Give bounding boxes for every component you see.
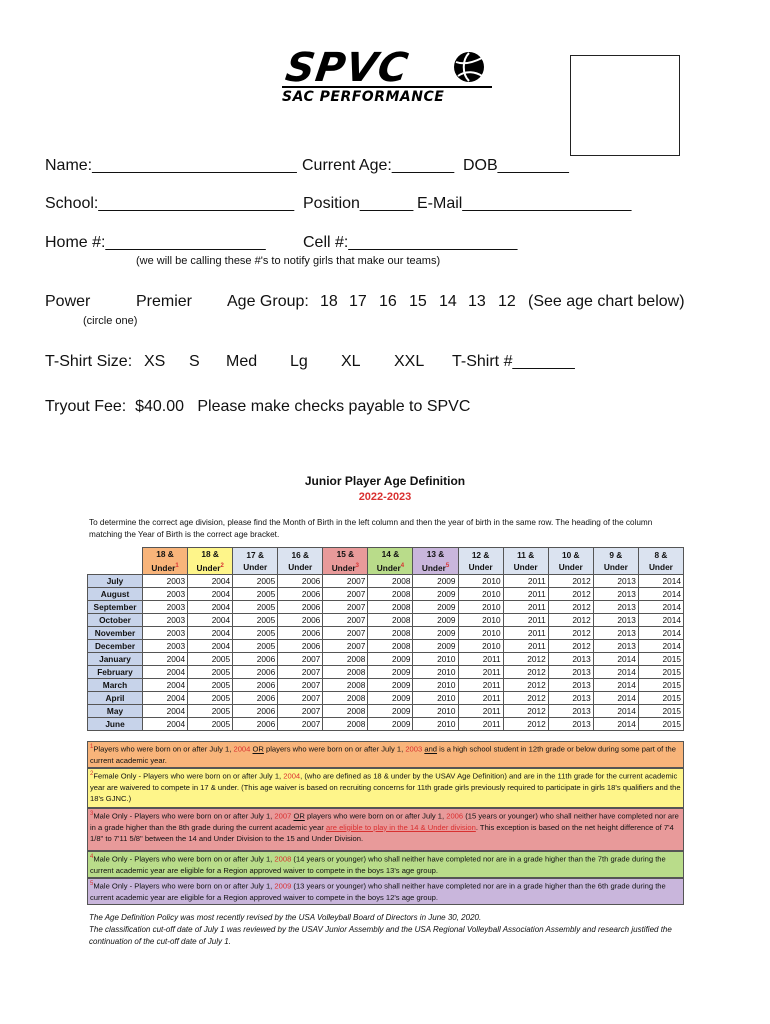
year-cell: 2015 xyxy=(638,705,683,718)
year-cell: 2003 xyxy=(143,601,188,614)
year-cell: 2010 xyxy=(458,601,503,614)
footnote-5: $^5$Male Only - Players who were born on or after July 1, 2009 (13 years or younger) who shall neither have completed nor are in a grade higher than the 6th grade during the current academic year are eligible for a Region approved waiver to compete in the boys 12's age group. xyxy=(87,878,684,905)
month-cell: May xyxy=(88,705,143,718)
year-cell: 2005 xyxy=(188,653,233,666)
policy-line-1: The Age Definition Policy was most recently revised by the USA Volleyball Board of Directors in June 30, 2020. xyxy=(89,913,482,922)
year-cell: 2009 xyxy=(413,575,458,588)
year-cell: 2005 xyxy=(188,679,233,692)
year-cell: 2004 xyxy=(188,588,233,601)
email-field[interactable]: E-Mail___________________ xyxy=(417,195,632,212)
year-cell: 2013 xyxy=(548,679,593,692)
age-column-header: 18 & Under$^1$ xyxy=(143,548,188,575)
year-cell: 2010 xyxy=(458,588,503,601)
year-cell: 2007 xyxy=(278,653,323,666)
year-cell: 2007 xyxy=(278,679,323,692)
circle-one-note: (circle one) xyxy=(83,315,138,327)
year-cell: 2014 xyxy=(593,692,638,705)
year-cell: 2012 xyxy=(503,679,548,692)
year-cell: 2015 xyxy=(638,653,683,666)
tshirt-size-label: T-Shirt Size: xyxy=(45,353,133,370)
year-cell: 2009 xyxy=(368,653,413,666)
year-cell: 2008 xyxy=(323,666,368,679)
age-group-12[interactable]: 12 xyxy=(498,293,516,310)
size-xxl[interactable]: XXL xyxy=(394,353,425,370)
year-cell: 2007 xyxy=(278,705,323,718)
year-cell: 2003 xyxy=(143,640,188,653)
year-cell: 2006 xyxy=(278,627,323,640)
month-cell: February xyxy=(88,666,143,679)
year-cell: 2004 xyxy=(143,679,188,692)
power-option[interactable]: Power xyxy=(45,293,91,310)
policy-text xyxy=(89,912,689,948)
size-xs[interactable]: XS xyxy=(144,353,166,370)
table-row xyxy=(88,653,684,666)
year-cell: 2013 xyxy=(548,653,593,666)
year-cell: 2010 xyxy=(413,666,458,679)
year-cell: 2009 xyxy=(413,588,458,601)
year-cell: 2010 xyxy=(458,640,503,653)
footnote-2: $^2$Female Only - Players who were born on or after July 1, 2004, (who are defined as 18 & under by the USAV Age Definition) and are in the 11th grade for the current academic year are waivered to compete in 17 & under. (This age waiver is based on recruiting concerns for 11th grade girls previously required to participate in girls 18's qualifiers and the 18's GJNC.) xyxy=(87,768,684,808)
year-cell: 2013 xyxy=(593,627,638,640)
year-cell: 2006 xyxy=(278,614,323,627)
logo-subtitle: SAC PERFORMANCE xyxy=(282,86,492,106)
year-cell: 2011 xyxy=(458,705,503,718)
spvc-logo xyxy=(282,46,492,108)
year-cell: 2006 xyxy=(278,640,323,653)
position-field[interactable]: Position______ xyxy=(303,195,414,212)
year-cell: 2008 xyxy=(368,640,413,653)
age-group-16[interactable]: 16 xyxy=(379,293,397,310)
year-cell: 2012 xyxy=(503,705,548,718)
header-spacer xyxy=(88,548,143,575)
year-cell: 2008 xyxy=(323,692,368,705)
table-row xyxy=(88,588,684,601)
year-cell: 2009 xyxy=(368,692,413,705)
year-cell: 2011 xyxy=(458,666,503,679)
year-cell: 2008 xyxy=(323,653,368,666)
year-cell: 2007 xyxy=(278,692,323,705)
month-cell: December xyxy=(88,640,143,653)
table-row xyxy=(88,718,684,731)
year-cell: 2013 xyxy=(548,718,593,731)
age-chart-season: 2022-2023 xyxy=(358,491,412,503)
year-cell: 2011 xyxy=(503,640,548,653)
year-cell: 2005 xyxy=(233,640,278,653)
age-chart-intro: To determine the correct age division, please find the Month of Birth in the left column and then the year of birth in the same row. The heading of the column matching the Year of Birth is the correct age bracket. xyxy=(89,518,653,539)
year-cell: 2012 xyxy=(548,588,593,601)
footnote-1: $^1$Players who were born on or after July 1, 2004 OR players who were born on or after July 1, 2003 and is a high school student in 12th grade or below during some part of the current academic year. xyxy=(87,741,684,768)
age-group-label: Age Group: xyxy=(227,293,309,310)
year-cell: 2008 xyxy=(368,575,413,588)
month-cell: January xyxy=(88,653,143,666)
year-cell: 2004 xyxy=(143,692,188,705)
table-row xyxy=(88,679,684,692)
year-cell: 2004 xyxy=(188,640,233,653)
age-group-18[interactable]: 18 xyxy=(320,293,338,310)
year-cell: 2004 xyxy=(188,575,233,588)
age-definition-table xyxy=(87,547,684,731)
year-cell: 2009 xyxy=(413,640,458,653)
year-cell: 2010 xyxy=(458,627,503,640)
year-cell: 2011 xyxy=(458,653,503,666)
year-cell: 2014 xyxy=(593,679,638,692)
size-xl[interactable]: XL xyxy=(341,353,361,370)
year-cell: 2009 xyxy=(413,601,458,614)
year-cell: 2009 xyxy=(413,627,458,640)
year-cell: 2004 xyxy=(143,705,188,718)
year-cell: 2005 xyxy=(233,627,278,640)
year-cell: 2009 xyxy=(368,679,413,692)
year-cell: 2006 xyxy=(233,679,278,692)
year-cell: 2012 xyxy=(548,614,593,627)
month-cell: September xyxy=(88,601,143,614)
year-cell: 2013 xyxy=(593,575,638,588)
age-column-header: 8 & Under xyxy=(638,548,683,575)
year-cell: 2010 xyxy=(413,692,458,705)
phone-note: (we will be calling these #'s to notify girls that make our teams) xyxy=(136,255,441,267)
table-row xyxy=(88,666,684,679)
year-cell: 2011 xyxy=(503,601,548,614)
year-cell: 2011 xyxy=(458,692,503,705)
age-group-13[interactable]: 13 xyxy=(468,293,486,310)
year-cell: 2011 xyxy=(503,614,548,627)
table-row xyxy=(88,640,684,653)
year-cell: 2003 xyxy=(143,614,188,627)
year-cell: 2015 xyxy=(638,692,683,705)
year-cell: 2005 xyxy=(188,666,233,679)
month-cell: August xyxy=(88,588,143,601)
policy-line-2: The classification cut-off date of July 1 was reviewed by the USAV Junior Assembly and the USA Regional Volleyball Association Assembly and research justified the continuation of the cut-off date of July 1. xyxy=(89,925,672,946)
year-cell: 2004 xyxy=(188,614,233,627)
age-column-header: 9 & Under xyxy=(593,548,638,575)
age-column-header: 14 & Under$^4$ xyxy=(368,548,413,575)
year-cell: 2010 xyxy=(413,679,458,692)
year-cell: 2013 xyxy=(548,692,593,705)
logo-wordmark: SPVC xyxy=(282,45,412,91)
year-cell: 2007 xyxy=(323,601,368,614)
year-cell: 2014 xyxy=(638,601,683,614)
table-row xyxy=(88,705,684,718)
year-cell: 2006 xyxy=(233,718,278,731)
year-cell: 2005 xyxy=(233,575,278,588)
dob-field[interactable]: DOB________ xyxy=(463,157,569,174)
year-cell: 2009 xyxy=(413,614,458,627)
year-cell: 2006 xyxy=(278,601,323,614)
year-cell: 2010 xyxy=(458,614,503,627)
premier-option[interactable]: Premier xyxy=(136,293,193,310)
year-cell: 2007 xyxy=(323,588,368,601)
year-cell: 2007 xyxy=(323,575,368,588)
year-cell: 2005 xyxy=(188,692,233,705)
year-cell: 2006 xyxy=(233,653,278,666)
school-field[interactable]: School:______________________ xyxy=(45,195,295,212)
size-med[interactable]: Med xyxy=(226,353,258,370)
year-cell: 2007 xyxy=(323,627,368,640)
photo-box xyxy=(570,55,680,156)
year-cell: 2014 xyxy=(593,666,638,679)
year-cell: 2006 xyxy=(233,666,278,679)
year-cell: 2010 xyxy=(413,718,458,731)
year-cell: 2013 xyxy=(593,614,638,627)
year-cell: 2014 xyxy=(638,627,683,640)
year-cell: 2007 xyxy=(323,640,368,653)
year-cell: 2012 xyxy=(548,627,593,640)
table-row xyxy=(88,614,684,627)
year-cell: 2012 xyxy=(548,640,593,653)
year-cell: 2003 xyxy=(143,588,188,601)
age-column-header: 11 & Under xyxy=(503,548,548,575)
name-field[interactable]: Name:_______________________ xyxy=(45,157,297,174)
tshirt-number-field[interactable]: T-Shirt #_______ xyxy=(452,353,575,370)
year-cell: 2007 xyxy=(278,666,323,679)
year-cell: 2014 xyxy=(638,575,683,588)
age-column-header: 17 & Under xyxy=(233,548,278,575)
month-cell: July xyxy=(88,575,143,588)
year-cell: 2009 xyxy=(368,666,413,679)
year-cell: 2013 xyxy=(593,588,638,601)
table-row xyxy=(88,601,684,614)
year-cell: 2008 xyxy=(323,679,368,692)
age-group-17[interactable]: 17 xyxy=(349,293,367,310)
year-cell: 2010 xyxy=(458,575,503,588)
age-chart-note: (See age chart below) xyxy=(528,293,685,310)
age-group-15[interactable]: 15 xyxy=(409,293,427,310)
year-cell: 2005 xyxy=(188,705,233,718)
year-cell: 2011 xyxy=(503,575,548,588)
age-column-header: 13 & Under$^5$ xyxy=(413,548,458,575)
age-column-header: 16 & Under xyxy=(278,548,323,575)
footnote-4: $^4$Male Only - Players who were born on or after July 1, 2008 (14 years or younger) who shall neither have completed nor are in a grade higher than the 7th grade during the current academic year are eligible for a Region approved waiver to compete in the boys 13's age group. xyxy=(87,851,684,878)
year-cell: 2004 xyxy=(143,718,188,731)
tryout-fee: Tryout Fee: $40.00 Please make checks payable to SPVC xyxy=(45,398,471,415)
year-cell: 2012 xyxy=(548,601,593,614)
month-cell: October xyxy=(88,614,143,627)
age-column-header: 18 & Under$^2$ xyxy=(188,548,233,575)
year-cell: 2012 xyxy=(503,666,548,679)
year-cell: 2006 xyxy=(278,575,323,588)
year-cell: 2013 xyxy=(593,640,638,653)
month-cell: June xyxy=(88,718,143,731)
month-cell: April xyxy=(88,692,143,705)
year-cell: 2012 xyxy=(503,653,548,666)
table-row xyxy=(88,575,684,588)
year-cell: 2015 xyxy=(638,718,683,731)
cell-phone-field[interactable]: Cell #:___________________ xyxy=(303,234,518,251)
year-cell: 2004 xyxy=(143,666,188,679)
year-cell: 2005 xyxy=(233,614,278,627)
age-column-header: 12 & Under xyxy=(458,548,503,575)
table-row xyxy=(88,692,684,705)
year-cell: 2012 xyxy=(503,718,548,731)
year-cell: 2007 xyxy=(323,614,368,627)
year-cell: 2014 xyxy=(593,718,638,731)
year-cell: 2010 xyxy=(413,705,458,718)
year-cell: 2003 xyxy=(143,575,188,588)
year-cell: 2008 xyxy=(323,718,368,731)
age-chart-title: Junior Player Age Definition xyxy=(304,474,466,488)
year-cell: 2012 xyxy=(548,575,593,588)
year-cell: 2011 xyxy=(503,588,548,601)
age-table-header-row xyxy=(88,548,684,575)
size-s[interactable]: S xyxy=(189,353,200,370)
age-column-header: 15 & Under$^3$ xyxy=(323,548,368,575)
year-cell: 2012 xyxy=(503,692,548,705)
year-cell: 2008 xyxy=(368,627,413,640)
year-cell: 2014 xyxy=(593,705,638,718)
volleyball-icon xyxy=(452,50,486,84)
year-cell: 2006 xyxy=(278,588,323,601)
age-group-14[interactable]: 14 xyxy=(439,293,457,310)
year-cell: 2004 xyxy=(188,627,233,640)
year-cell: 2006 xyxy=(233,692,278,705)
year-cell: 2013 xyxy=(548,666,593,679)
year-cell: 2004 xyxy=(143,653,188,666)
year-cell: 2006 xyxy=(233,705,278,718)
year-cell: 2003 xyxy=(143,627,188,640)
year-cell: 2011 xyxy=(458,718,503,731)
current-age-field[interactable]: Current Age:_______ xyxy=(302,157,455,174)
year-cell: 2015 xyxy=(638,679,683,692)
year-cell: 2005 xyxy=(233,588,278,601)
year-cell: 2009 xyxy=(368,705,413,718)
year-cell: 2008 xyxy=(368,614,413,627)
year-cell: 2007 xyxy=(278,718,323,731)
year-cell: 2008 xyxy=(368,601,413,614)
year-cell: 2009 xyxy=(368,718,413,731)
footnote-3: $^3$Male Only - Players who were born on or after July 1, 2007 OR players who were born on or after July 1, 2006 (15 years or younger) who shall neither have completed nor are in a grade higher than the 8th grade during the current academic year are eligible to play in the 14 & Under division. This exception is based on the net height difference of 7'4 1/8" to 7'11 5/8" between the 14 and Under Division to the 15 and Under Division. xyxy=(87,808,684,851)
year-cell: 2014 xyxy=(638,588,683,601)
year-cell: 2014 xyxy=(638,640,683,653)
year-cell: 2004 xyxy=(188,601,233,614)
year-cell: 2008 xyxy=(323,705,368,718)
year-cell: 2011 xyxy=(503,627,548,640)
home-phone-field[interactable]: Home #:__________________ xyxy=(45,234,266,251)
year-cell: 2005 xyxy=(233,601,278,614)
age-column-header: 10 & Under xyxy=(548,548,593,575)
year-cell: 2014 xyxy=(638,614,683,627)
year-cell: 2014 xyxy=(593,653,638,666)
size-lg[interactable]: Lg xyxy=(290,353,308,370)
month-cell: March xyxy=(88,679,143,692)
year-cell: 2011 xyxy=(458,679,503,692)
year-cell: 2013 xyxy=(548,705,593,718)
year-cell: 2010 xyxy=(413,653,458,666)
year-cell: 2015 xyxy=(638,666,683,679)
year-cell: 2008 xyxy=(368,588,413,601)
year-cell: 2013 xyxy=(593,601,638,614)
year-cell: 2005 xyxy=(188,718,233,731)
month-cell: November xyxy=(88,627,143,640)
table-row xyxy=(88,627,684,640)
